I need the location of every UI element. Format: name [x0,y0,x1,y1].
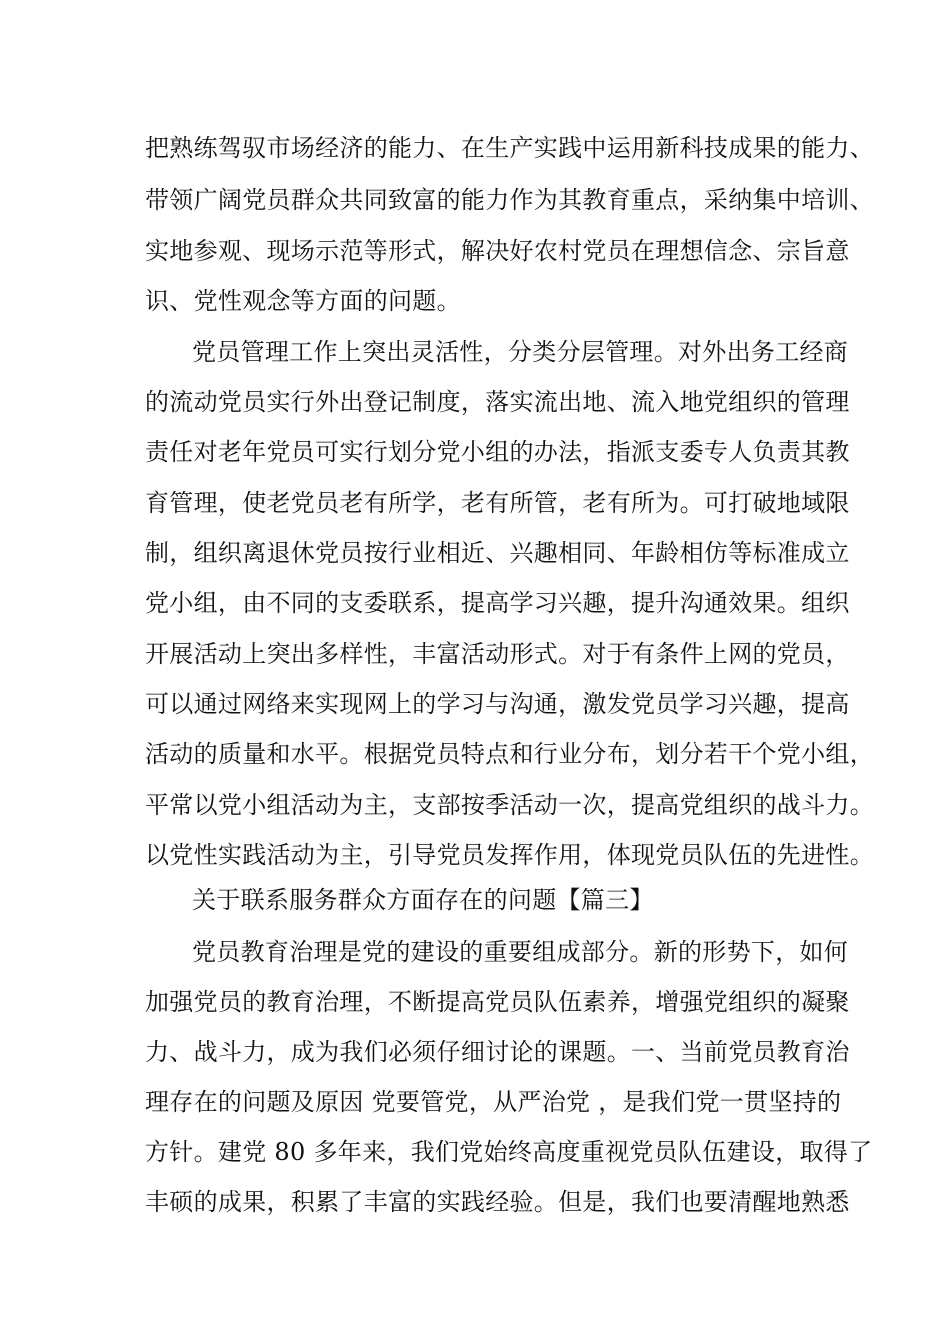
text-line: 平常以党小组活动为主，支部按季活动一次，提高党组织的战斗力。 [145,791,874,819]
text-line: 理存在的问题及原因 党要管党，从严治党 ，是我们党一贯坚持的 [145,1088,842,1116]
text-line: 把熟练驾驭市场经济的能力、在生产实践中运用新科技成果的能力、 [145,134,874,162]
text-line: 方针。建党 80 多年来，我们党始终高度重视党员队伍建设，取得了 [145,1138,873,1166]
paragraph-start-line: 党员管理工作上突出灵活性，分类分层管理。对外出务工经商 [192,338,849,366]
text-line: 制，组织离退休党员按行业相近、兴趣相同、年龄相仿等标准成立 [145,539,850,567]
text-line: 识、党性观念等方面的问题。 [145,287,461,315]
text-line: 党小组，由不同的支委联系，提高学习兴趣，提升沟通效果。组织 [145,589,850,617]
text-line: 丰硕的成果，积累了丰富的实践经验。但是，我们也要清醒地熟悉 [145,1188,850,1216]
text-line: 责任对老年党员可实行划分党小组的办法，指派支委专人负责其教 [145,438,850,466]
text-line: 活动的质量和水平。根据党员特点和行业分布，划分若干个党小组， [145,740,874,768]
section-heading: 关于联系服务群众方面存在的问题【篇三】 [192,886,654,914]
text-line: 以党性实践活动为主，引导党员发挥作用，体现党员队伍的先进性。 [145,841,874,869]
paragraph-start-line: 党员教育治理是党的建设的重要组成部分。新的形势下，如何 [192,938,849,966]
text-line: 开展活动上突出多样性，丰富活动形式。对于有条件上网的党员， [145,640,850,668]
text-line: 力、战斗力，成为我们必须仔细讨论的课题。一、当前党员教育治 [145,1038,850,1066]
text-line: 加强党员的教育治理，不断提高党员队伍素养，增强党组织的凝聚 [145,988,850,1016]
text-line: 育管理，使老党员老有所学，老有所管，老有所为。可打破地域限 [145,489,850,517]
text-line: 可以通过网络来实现网上的学习与沟通，激发党员学习兴趣，提高 [145,690,850,718]
text-line: 的流动党员实行外出登记制度，落实流出地、流入地党组织的管理 [145,388,850,416]
text-line: 实地参观、现场示范等形式，解决好农村党员在理想信念、宗旨意 [145,237,850,265]
text-line: 带领广阔党员群众共同致富的能力作为其教育重点，采纳集中培训、 [145,186,874,214]
